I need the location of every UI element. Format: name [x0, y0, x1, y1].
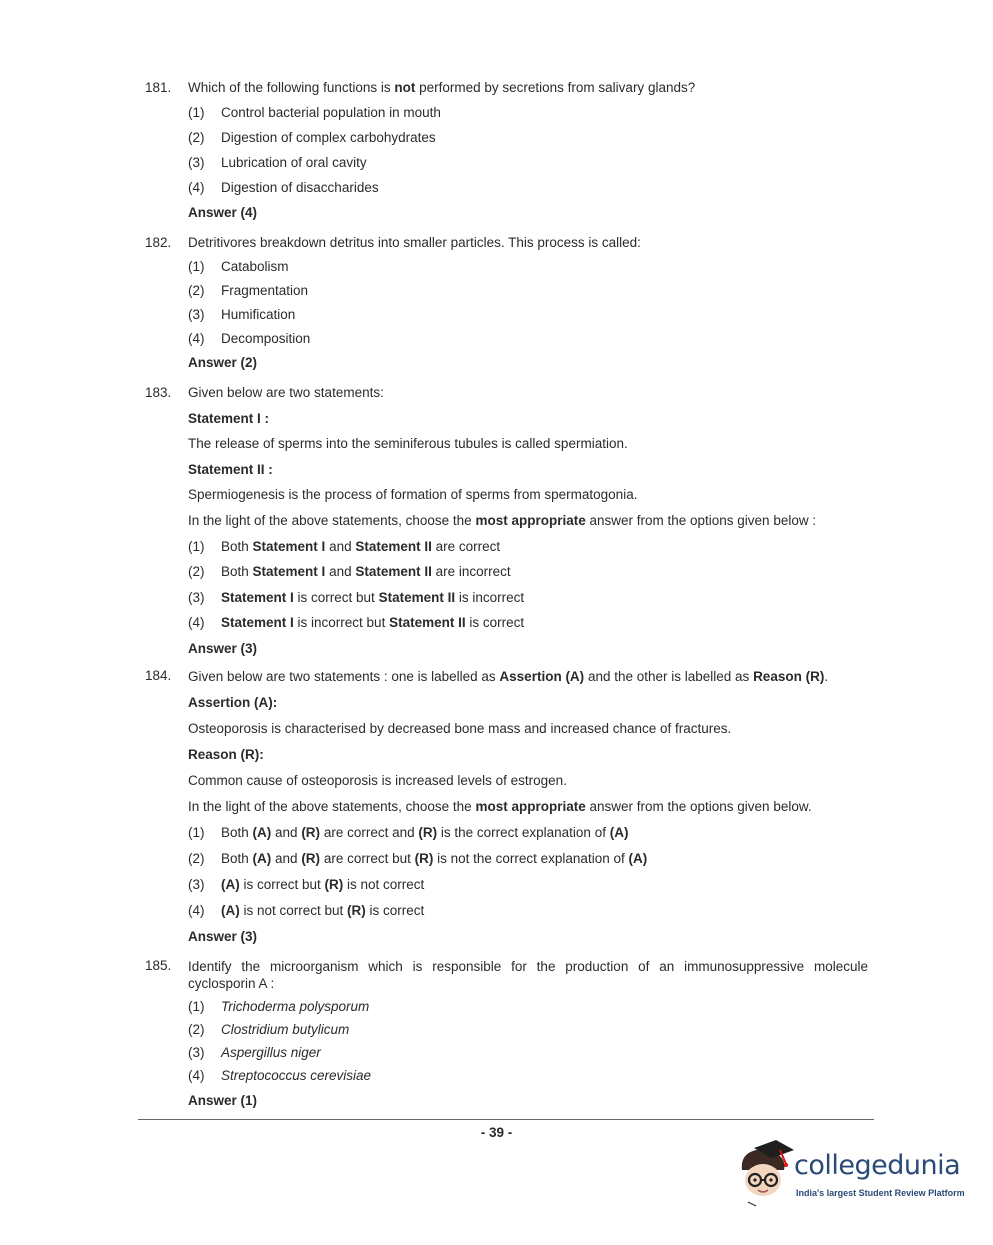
question-number: 183. [145, 385, 172, 400]
answer: Answer (4) [188, 205, 258, 220]
option: (1) Both Statement I and Statement II are correct [188, 539, 501, 554]
assertion-label: Assertion (A): [188, 695, 278, 710]
option: (3) Statement I is correct but Statement II is incorrect [188, 590, 525, 605]
statement-1-label: Statement I : [188, 411, 270, 426]
logo-wordmark: collegedunia [794, 1150, 961, 1181]
question-number: 185. [145, 958, 172, 973]
answer: Answer (3) [188, 929, 258, 944]
statement-2-label: Statement II : [188, 462, 273, 477]
assertion-text: Osteoporosis is characterised by decreased bone mass and increased chance of fractures. [188, 721, 732, 736]
option: (3) Humification [188, 307, 296, 322]
answer: Answer (1) [188, 1093, 258, 1108]
page-number: - 39 - [480, 1125, 513, 1140]
option: (2) Clostridium butylicum [188, 1022, 350, 1037]
option: (2) Digestion of complex carbohydrates [188, 130, 436, 145]
option: (4) Streptococcus cerevisiae [188, 1068, 372, 1083]
reason-text: Common cause of osteoporosis is increased levels of estrogen. [188, 773, 567, 788]
statement-2-text: Spermiogenesis is the process of formation of sperms from spermatogonia. [188, 487, 638, 502]
option: (2) Both Statement I and Statement II are incorrect [188, 564, 511, 579]
question-text: Given below are two statements: [188, 385, 384, 400]
option: (4) Statement I is incorrect but Statement II is correct [188, 615, 525, 630]
option: (1) Trichoderma polysporum [188, 999, 370, 1014]
question-text: Given below are two statements : one is labelled as Assertion (A) and the other is labelled as Reason (R). [188, 669, 829, 684]
option: (4) Decomposition [188, 331, 311, 346]
question-text: Which of the following functions is not performed by secretions from salivary glands? [188, 80, 696, 95]
option: (3) Aspergillus niger [188, 1045, 321, 1060]
option: (2) Fragmentation [188, 283, 309, 298]
collegedunia-logo [736, 1140, 965, 1212]
answer: Answer (3) [188, 641, 258, 656]
option: (3) Lubrication of oral cavity [188, 155, 367, 170]
question-text-line-2: cyclosporin A : [188, 976, 275, 991]
question-text-line-1: Identify the microorganism which is responsible for the production of an immunosuppressive molecule [188, 959, 868, 974]
footer-divider [138, 1119, 874, 1120]
instruction: In the light of the above statements, choose the most appropriate answer from the options given below : [188, 513, 817, 528]
question-text: Detritivores breakdown detritus into smaller particles. This process is called: [188, 235, 641, 250]
answer: Answer (2) [188, 355, 258, 370]
question-number: 181. [145, 80, 172, 95]
option: (1) Catabolism [188, 259, 289, 274]
logo-tagline: India's largest Student Review Platform [796, 1188, 965, 1198]
statement-1-text: The release of sperms into the seminiferous tubules is called spermiation. [188, 436, 628, 451]
option: (1) Both (A) and (R) are correct and (R) is the correct explanation of (A) [188, 825, 629, 840]
option: (4) (A) is not correct but (R) is correct [188, 903, 425, 918]
option: (4) Digestion of disaccharides [188, 180, 379, 195]
instruction: In the light of the above statements, choose the most appropriate answer from the options given below. [188, 799, 812, 814]
mascot-icon [736, 1140, 796, 1210]
question-number: 182. [145, 235, 172, 250]
option: (2) Both (A) and (R) are correct but (R) is not the correct explanation of (A) [188, 851, 648, 866]
question-number: 184. [145, 668, 172, 683]
option: (1) Control bacterial population in mouth [188, 105, 441, 120]
reason-label: Reason (R): [188, 747, 264, 762]
option: (3) (A) is correct but (R) is not correct [188, 877, 425, 892]
